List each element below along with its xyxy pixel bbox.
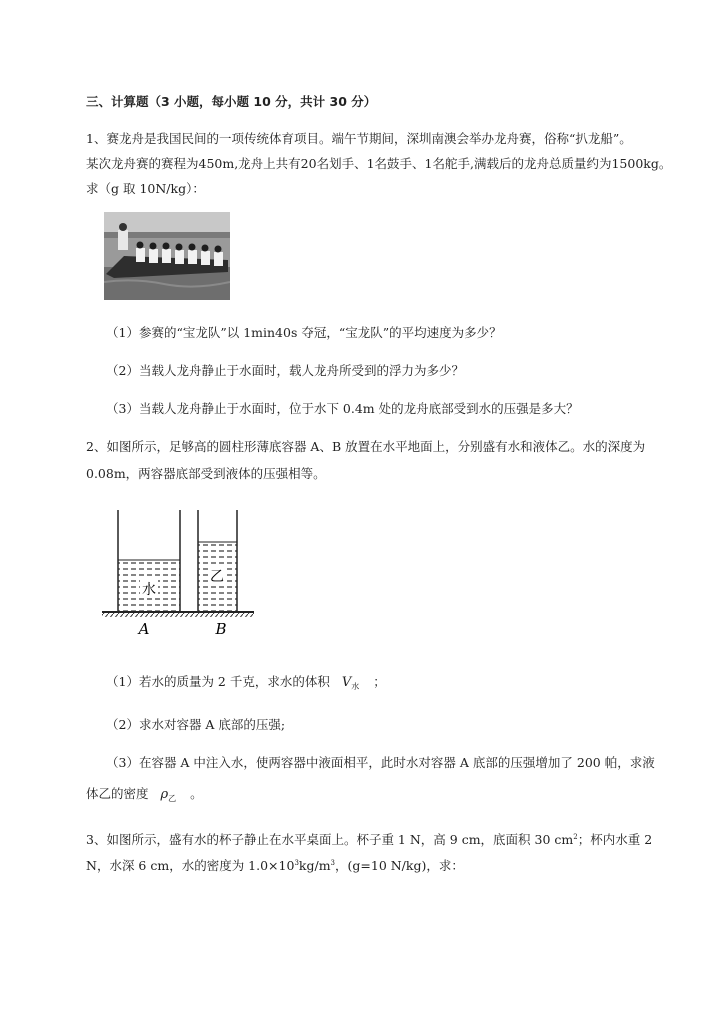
q1-sub2: （2）当载人龙舟静止于水面时，载人龙舟所受到的浮力为多少？ [106, 363, 464, 378]
density-symbol: $\rho_乙$ [160, 787, 177, 803]
q2-sub2: （2）求水对容器 A 底部的压强; [106, 717, 286, 732]
dragon-boat-photo [104, 212, 230, 300]
yi-label: 乙 [210, 569, 224, 585]
q2-line2: 0.08m，两容器底部受到液体的压强相等。 [86, 466, 326, 481]
q1-line3: 求（g 取 10N/kg）： [86, 181, 205, 196]
q2-sub1: （1）若水的质量为 2 千克，求水的体积 $V_水$ ； [106, 674, 386, 691]
container-a-label: A [138, 620, 150, 638]
water-label: 水 [142, 582, 156, 598]
q2-sub3-line2: 体乙的密度 $\rho_乙$ 。 [86, 786, 203, 803]
section-title: 三、计算题（3 小题，每小题 10 分，共计 30 分） [86, 94, 377, 109]
q3-line1: 3、如图所示，盛有水的杯子静止在水平桌面上。杯子重 1 N，高 9 cm，底面积 30 $cm^2$；杯内水重 2 [86, 832, 653, 847]
q1-sub3: （3）当载人龙舟静止于水面时，位于水下 0.4m 处的龙舟底部受到水的压强是多大？ [106, 401, 579, 416]
q1-line2: 某次龙舟赛的赛程为450m,龙舟上共有20名划手、1名鼓手、1名舵手,满载后的龙舟总质量约为1500kg。 [86, 156, 672, 171]
q2-sub1-text: （1）若水的质量为 2 千克，求水的体积 [106, 674, 330, 689]
q3-line2: N，水深 6 cm，水的密度为 $1.0\times 10^3kg/m^3$，(g=10 N/kg)，求： [86, 858, 464, 873]
volume-symbol: $V_水$ [341, 675, 360, 691]
q2-line1: 2、如图所示，足够高的圆柱形薄底容器 A、B 放置在水平地面上，分别盛有水和液体乙。水的深度为 [86, 439, 646, 454]
q2-sub3-line1: （3）在容器 A 中注入水，使两容器中液面相平，此时水对容器 A 底部的压强增加了 200 帕，求液 [106, 755, 655, 770]
container-b-label: B [215, 620, 227, 638]
q1-sub1: （1）参赛的“宝龙队”以 1min40s 夺冠，“宝龙队”的平均速度为多少？ [106, 325, 502, 340]
containers-diagram [98, 506, 258, 640]
q1-line1: 1、赛龙舟是我国民间的一项传统体育项目。端午节期间，深圳南澳会举办龙舟赛，俗称“扒龙船”。 [86, 131, 632, 146]
